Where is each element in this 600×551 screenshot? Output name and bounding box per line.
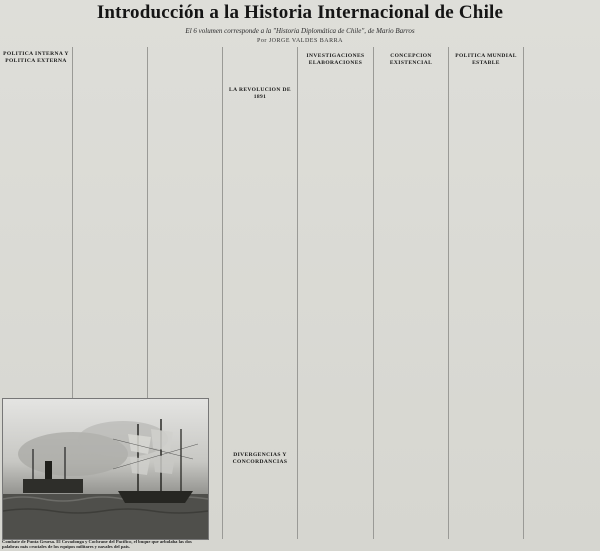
section-heading: DIVERGENCIAS Y CONCORDANCIAS: [232, 452, 288, 465]
article-column-4: [226, 47, 294, 541]
column-rule: [373, 47, 374, 539]
section-heading: POLITICA MUNDIAL ESTABLE: [455, 53, 517, 66]
article-column-6: [377, 47, 445, 541]
article-column-8: [527, 47, 597, 541]
section-heading: INVESTIGACIONES ELABORACIONES: [306, 53, 365, 66]
article-byline: Por JORGE VALDES BARRA: [257, 38, 343, 44]
section-heading: CONCEPCION EXISTENCIAL: [389, 53, 433, 66]
column-rule: [523, 47, 524, 539]
article-column-1: [3, 47, 69, 391]
ship-illustration: [3, 399, 208, 539]
article-subhead: El 6 volumen corresponde a la "Historia Diplomática de Chile", de Mario Barros: [185, 27, 415, 35]
column-rule: [297, 47, 298, 539]
article-column-5: [301, 47, 370, 541]
column-rule: [448, 47, 449, 539]
section-heading: LA REVOLUCION DE 1891: [229, 87, 291, 100]
article-headline: Introducción a la Historia Internacional de Chile: [96, 2, 504, 23]
naval-battle-photo: [2, 398, 209, 540]
article-column-7: [452, 47, 520, 541]
column-rule: [222, 47, 223, 539]
article-column-2: [76, 47, 144, 391]
photo-caption: Combate de Punta Gruesa. El Covadonga y Cochrane del Pacífico, el buque que arbolaba las dos palabras más cruciales de los equipos militares y navales del país.: [2, 539, 192, 550]
section-heading: POLITICA INTERNA Y POLITICA EXTERNA: [3, 51, 69, 64]
